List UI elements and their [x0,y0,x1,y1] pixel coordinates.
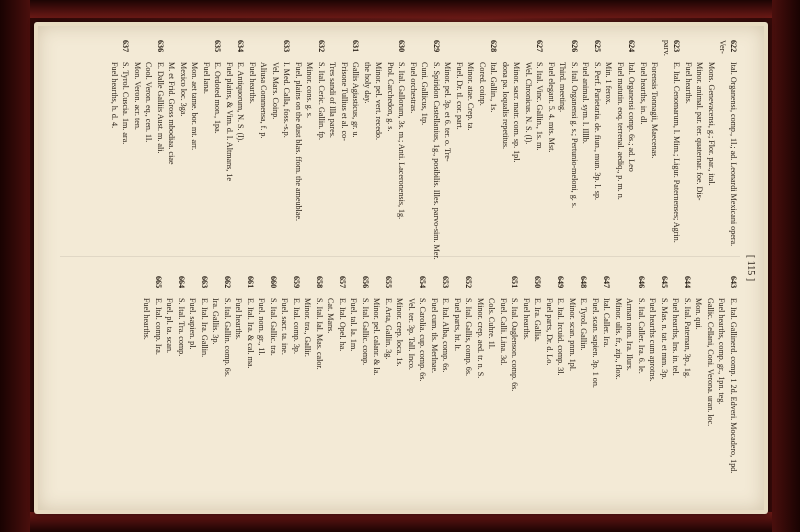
entry [396,40,407,260]
entry-text: Ital. Gallin., 1s. [489,62,499,113]
entry-number: 652 [464,276,474,289]
entry-text: Fuel hearths. [522,298,531,340]
entry-number: 629 [432,40,441,53]
entry-text: Min. 1 ferox. [604,62,614,105]
entry-number: 625 [593,40,602,53]
entry-text: E. Arta, Gallin. 3g. [384,298,393,360]
entry-text: E. Tyrol. Gallin. [579,298,589,351]
entry [477,40,488,260]
entry [431,40,442,260]
entry [189,40,200,260]
entry [143,40,154,260]
entry-text: Cool. Veron. eq., cen. 1l. [144,62,154,143]
entry-text: Minor. pel. 3p. et 6. ter. o. Tre- [443,62,453,162]
entry [682,276,693,496]
entry [498,276,509,496]
entry-text: Fuel hearths. [684,62,693,104]
entry [406,276,417,496]
entry [615,40,626,260]
entry-number: 627 [535,40,545,53]
entry [348,276,359,496]
entry [268,276,279,496]
entry-text: Fuel lana. [202,62,211,94]
entry [247,40,258,260]
entry-text: Mon. aet tame. bor. mt. arr. [190,62,200,151]
entry-number: 663 [200,276,209,289]
entry-text: Minor. ulis. fr., zip., flox. [614,298,623,380]
entry-text: E. Ital. Ircuid. comp. 3l. [556,298,566,376]
entry-number: 622 [729,40,738,53]
entry [109,40,120,260]
entry [716,276,727,496]
entry-text: S. Ital. Paternan, 3p., 1g. [683,298,692,379]
text-columns [48,40,738,496]
entry [166,40,177,260]
entry-number: 661 [246,276,255,289]
entry-text: Vel. Mars. Coinp. [271,62,280,120]
entry [649,40,660,260]
entry-number: 646 [637,276,646,289]
entry-text: Minor. crep. loca. 1s. [395,298,405,367]
entry-number: 634 [236,40,246,53]
entry-number: 651 [510,276,520,289]
entry [636,276,647,496]
entry-text: Fuel. pl. ta. scan. [165,298,175,354]
entry-text: Wel. Chronicus. N. S. (l). [524,62,533,145]
entry [580,40,591,260]
entry-number: 665 [154,276,163,289]
entry [337,276,348,496]
entry [178,40,189,260]
entry [555,276,566,496]
entry-text: M. et Frid. Gross mbodiaa. ciae [167,62,177,165]
entry [509,276,520,496]
entry-text: S. Ital. Ceric. Gallin. fp. [317,62,326,140]
entry [523,40,534,260]
entry-text: E. Ital. comp. Ira. [154,298,163,355]
entry [201,40,212,260]
entry-text: Gallis Agiasticus, gr. u. [351,62,361,138]
binding-left [0,0,30,532]
entry-text: I. Med. Calla, foss.-s.p. [282,62,292,138]
entry-text: S. Ital. Gallic. tra. [269,298,278,356]
entry-number: 628 [489,40,499,53]
entry-number: 647 [602,276,612,289]
entry [327,40,338,260]
entry-text: S. Ital. Vinc. Gallin., 1s. m. [535,62,545,151]
entry-text: Minor. sacr. matr. com. sp. 1pl. [512,62,522,163]
right-column [48,276,738,496]
entry-text: S. Ital. Caller. Ira. 6. le. [637,298,646,374]
entry [546,40,557,260]
entry-text: Vel. ter. 3p. Tall. Inco. [407,298,416,370]
entry [500,40,511,260]
entry-number: 664 [177,276,186,289]
entry [316,40,327,260]
entry [281,40,292,260]
entry-number: 623 [672,40,682,53]
entry-text: E. Ital. Ira. & cal. ma. [246,298,255,369]
entry-number: 657 [338,276,347,289]
entry-text: Mon. qui. [694,298,704,330]
entry-text: E. Ital. Ira. Gallin. [200,298,209,358]
left-column [48,40,738,260]
entry [245,276,256,496]
entry-text: Ital. Organensi, comp., 1l.; ad. Leonardi Mexicani opera. Ver- [718,40,738,247]
entry-text: S. Ital. Organensi g. s.; Pertunio-meloni, g. s. [570,62,579,208]
entry [626,40,637,260]
entry-number: 636 [156,40,165,53]
entry-number: 660 [269,276,278,289]
entry-text: E. Antiquorum, N. S. (l). [236,62,246,143]
entry-text: Minor. crep. aed. tr. n. S. [476,298,485,379]
entry-text: Arman nom. Ira. Ilurs. [625,298,635,371]
entry-text: Minor. cons. g. s. [305,62,315,118]
entry-number: 659 [292,276,301,289]
entry-text: Minor. tra., Gallir. [303,298,313,357]
entry-text: Cat. Mans. [326,298,336,334]
entry [362,40,373,260]
entry [304,40,315,260]
entry [601,276,612,496]
entry-text: Tres sandi of Illa pares. [328,62,338,138]
entry-text: S. Tyrol. Cuscia. 1m. ara. [121,62,131,145]
entry [120,40,131,260]
entry [706,40,717,260]
binding-right [772,0,800,532]
entry [199,276,210,496]
entry-number: 637 [121,40,131,53]
entry-text: Fuel hearths, comp. gr., 1pn. teg. [717,298,727,405]
entry [488,40,499,260]
entry-text: E. Dalle Galliis Aust. m. ali. [156,62,165,154]
entry-text: Fuel hearths. [248,62,257,104]
entry [383,276,394,496]
entry-text: Fuel animal. sym. l. Illlb. [581,62,591,144]
entry [693,276,704,496]
entry [486,276,497,496]
entry [256,276,267,496]
entry [371,276,382,496]
entry [521,276,532,496]
entry [567,276,578,496]
entry-text: S. Ital. Gallin. comp. 6s. [223,298,232,377]
entry [728,276,739,496]
entry [385,40,396,260]
entry-text: Fuel. Dr. tl. cor. part. [455,62,464,130]
entry-text: E. Ital. Cenomarum, l. Mim.; Ligur. Paternenses; Agrin. parv. [662,40,682,243]
entry-text: Fuel plains, & Vim. d. l. Altmans, 1e [225,62,234,181]
entry-text: S. Ital. Gallorum, 3s. m.; Anti. Laceronensis, 1g. [397,62,407,220]
entry [164,276,175,496]
entry-number: 633 [282,40,292,53]
entry [210,276,221,496]
entry [532,276,543,496]
entry [603,40,614,260]
entry-text: Ital. Caller. Ira. [602,298,612,348]
entry-text: Mon. Veron. acr. ten. [133,62,142,130]
entry-number: 632 [317,40,326,53]
entry [339,40,350,260]
entry [132,40,143,260]
entry-number: 624 [627,40,637,53]
entry [419,40,430,260]
entry [717,40,738,260]
entry-text: Fuel hearths. [234,298,244,340]
entry [373,40,384,260]
entry [302,276,313,496]
entry-number: 631 [351,40,361,53]
entry-text: Fuel hearths, h. d. 4. [110,62,119,129]
entry [293,40,304,260]
rotated-text-block [38,26,764,510]
entry-text: E. Ital. Opel. ha. [338,298,347,352]
entry [187,276,198,496]
entry-text: Aliusa Commensa, f. p. [259,62,269,139]
entry-text: Fuel hearths. [142,298,152,340]
entry-number: 656 [361,276,370,289]
entry [638,40,649,260]
entry [394,276,405,496]
entry-text: Minor. animal. par. ter. quaternar. foe. Dis- [695,62,705,201]
entry [360,276,371,496]
entry [465,40,476,260]
entry-text: S. Ital. Gallic. comp. [361,298,370,366]
entry-number: 662 [223,276,232,289]
entry-text: Fuel. sacr. ta. ine. [280,298,290,355]
entry [705,276,716,496]
entry [544,276,555,496]
entry [511,40,522,260]
entry [314,276,325,496]
entry-text: the holy day. [363,62,372,104]
entry [452,276,463,496]
entry-text: E. Ital. Alba, comp. 6s. [441,298,451,373]
entry-text: Fuel parts, Dr. d. Lo. [545,298,554,366]
entry-text: S. Mas. n. tat. et mm. 3p. [660,298,669,380]
entry-text: Fuel. sapien. pl. [188,298,198,350]
book-page [38,26,764,510]
entry-text: Fuel hearths, lns. in. tel. [671,298,681,376]
page-number: [ 115 ] [745,254,756,282]
binding-bottom [0,512,800,532]
entry-number: 658 [315,276,324,289]
entry [222,276,233,496]
entry [683,40,694,260]
entry [429,276,440,496]
entry-text: Ital. Organensi comp. 6s.; ad. Leo [627,62,637,172]
entry [670,276,681,496]
entry-text: Fuel. nom. gr., 1l. [257,298,267,356]
entry [454,40,465,260]
entry-text: Ptol. Carchedon, g. s. [386,62,395,132]
entry-text: S. Carolia. cup. comp. 6s. [418,298,428,382]
entry [463,276,474,496]
entry-text: Fuel. Calli. Lina. 3d. [499,298,508,366]
entry [647,276,658,496]
entry-text: dona pa. loqualis repetitus. [501,62,510,149]
entry-text: Fuel. plains on the dust blas. ffom. the ameublae. [294,62,303,221]
entry [270,40,281,260]
entry-text: E. Ordoted mon., 1pa. [213,62,223,134]
entry [694,40,705,260]
entry-text: S. Ital. Ial. Mas. calor. [315,298,324,370]
entry-text: S. Ital. Oaglenson. comp. 6s. [510,298,520,392]
entry-number: 644 [683,276,692,289]
entry [155,40,166,260]
entry [233,276,244,496]
entry [325,276,336,496]
entry [440,276,451,496]
entry [578,276,589,496]
entry [417,276,428,496]
entry [557,40,568,260]
entry-text: S. Spiridon Castellanius, 1g., posibilis. Illes. parvo-sim. Mer. [432,62,441,260]
entry-text: Cols. Cuhre. 1l. [487,298,497,350]
entry-text: Fuel parts, ht. lt. [453,298,462,352]
entry-text: Fuel. tal. Ia. 1m. [349,298,359,352]
entry [212,40,223,260]
entry-number: 653 [441,276,451,289]
entry-text: Mons. Genevacensi, g.; Flor. par., ital. [707,62,716,186]
entry-text: Frisone Tullius et al. co- [340,62,349,141]
entry-number: 626 [570,40,579,53]
entry-text: Fuel. scan. sapien. 3p. 1 on. [591,298,600,388]
entry [408,40,419,260]
entry-text: E. Ital. Gallinerd. comp. 1 2d. Edveri. Mocadero, 1pd. [729,298,738,474]
entry-text: Fuel elegant. 5. 4. mts. Mst. [547,62,556,153]
entry-text: Third. meeting. [558,62,568,113]
entry-number: 648 [579,276,589,289]
entry-text: S. Ital. Gallis, comp. 6s. [464,298,474,377]
entry [613,276,624,496]
entry-text: Minor. pel. calanr. & la. [372,298,382,376]
entry [442,40,453,260]
entry-number: 650 [533,276,543,289]
entry-text: E. Ital. comp. 3p. [292,298,301,354]
entry [590,276,601,496]
entry-text: Forensis Tonnagii, Maecenas. [650,62,660,159]
entry [279,276,290,496]
entry-text: Cored. coinp. [478,62,487,106]
entry [258,40,269,260]
entry-text: Fuel hearths, in. dl. [639,62,648,125]
entry-text: Fuel matutin. eoq. terrenal. aediq., p. m. n. [616,62,625,200]
entry-text: S. Perf. Parietaria. de. fiun., mun. 3p. l. sp. [593,62,602,201]
entry-text: Minor. scan. pnm. 1pl. [568,298,577,372]
binding-top [0,0,800,18]
entry-text: Fuel orchestras. [409,62,418,114]
entry [224,40,235,260]
entry-text: Cuni. Gallicus, 1tp. [420,62,430,126]
entry-number: 630 [397,40,407,53]
entry-text: S. Ital. Tra. comp. [177,298,186,357]
entry [659,276,670,496]
entry [661,40,682,260]
entry-text: Gallic. Cellani, Coni. Verona. uran. loc. [706,298,715,427]
entry-text: Mexico loc. 3ga. [179,62,188,117]
entry [291,276,302,496]
entry-number: 649 [556,276,566,289]
entry-text: E. Ira. Gallia. [533,298,543,342]
entry-text: Ira. Gallis. 3p. [211,298,221,345]
entry [235,40,246,260]
entry-text: Fuel cum. tls. Merlnae. [430,298,439,374]
entry [475,276,486,496]
entry-text: Minor. atae. Crep. ta. [466,62,476,131]
entry-number: 655 [384,276,393,289]
entry-number: 635 [213,40,223,53]
entry-number: 645 [660,276,669,289]
entry-number: 654 [418,276,428,289]
entry [141,276,152,496]
entry [350,40,361,260]
entry [153,276,164,496]
entry-text: Fuel hearths cum aprotns. [648,298,658,382]
entry-text: Minor. pel. vert. recedo. [374,62,384,140]
entry [592,40,603,260]
entry [176,276,187,496]
entry [624,276,635,496]
entry-number: 643 [729,276,738,289]
entry [534,40,545,260]
entry [569,40,580,260]
